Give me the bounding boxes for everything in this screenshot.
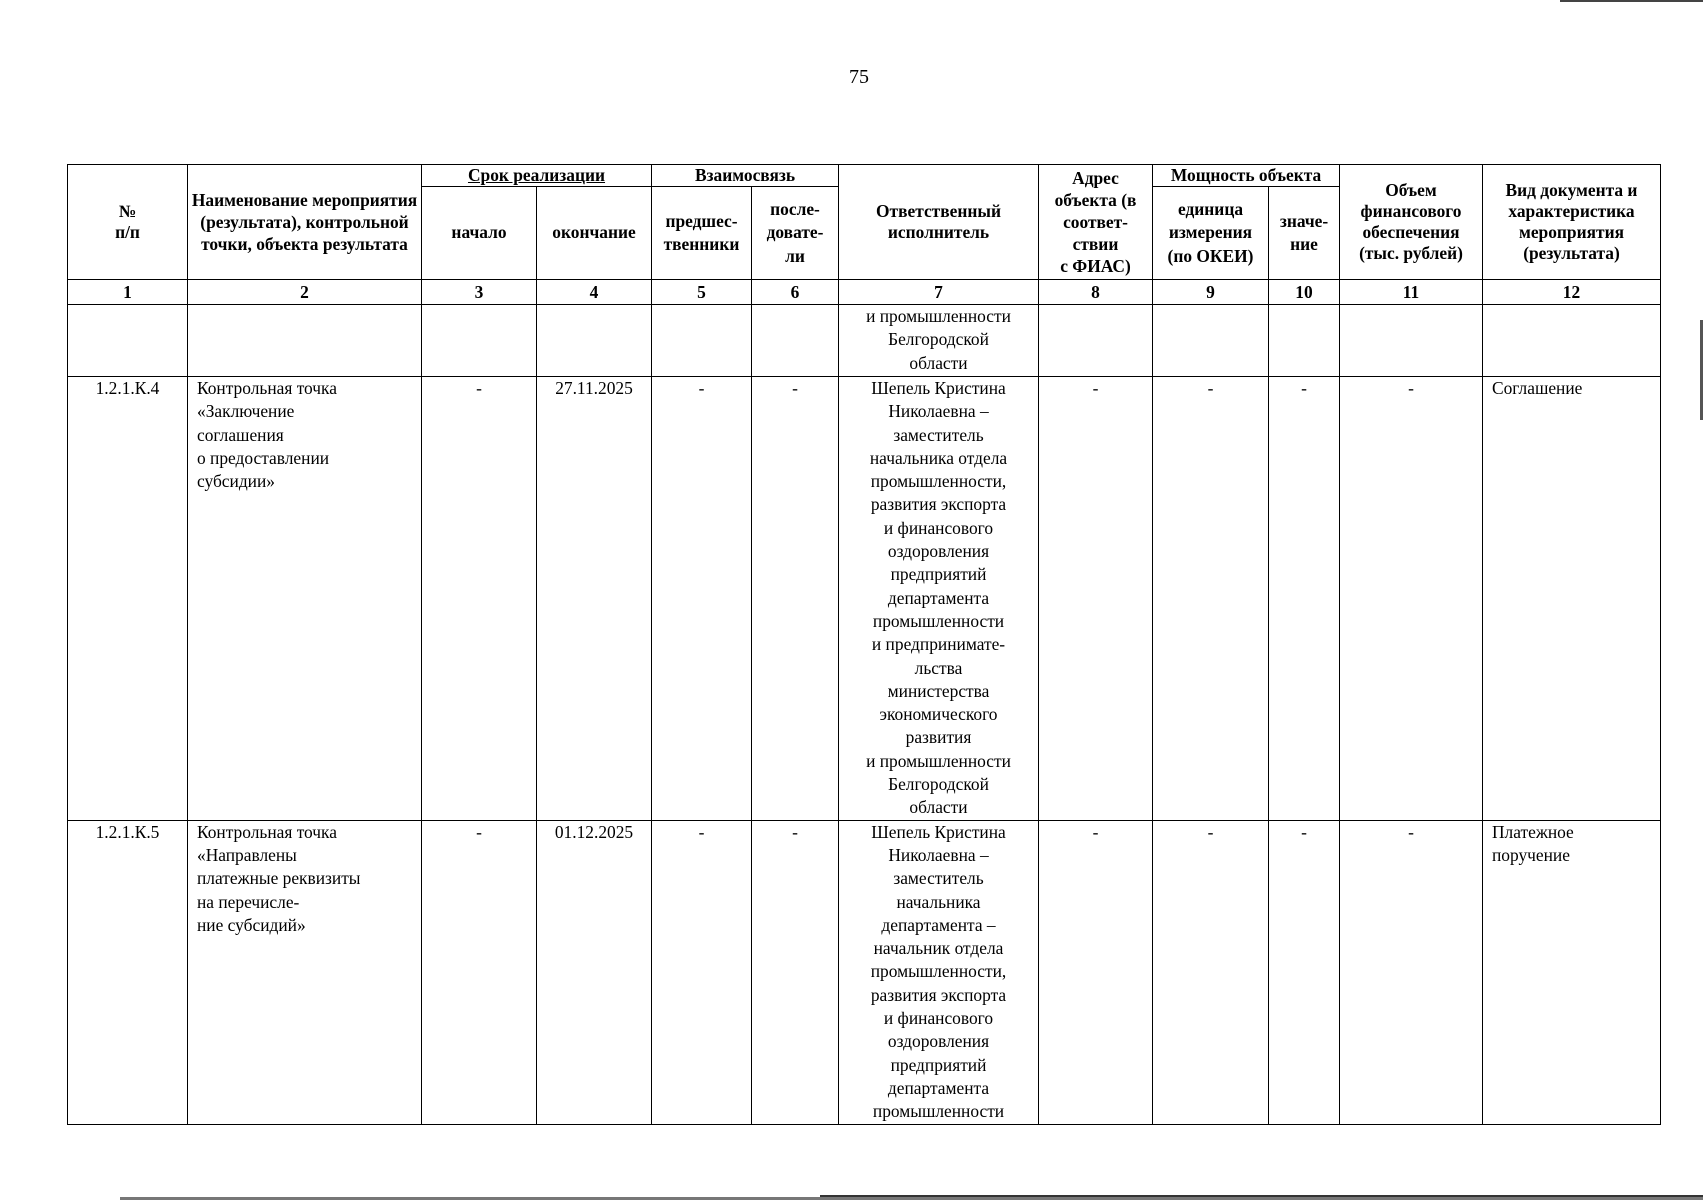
row-id: 1.2.1.К.4 xyxy=(68,377,188,821)
row-address: - xyxy=(1039,377,1153,821)
page-number: 75 xyxy=(849,66,869,88)
header-successors: после- довате- ли xyxy=(752,187,839,280)
header-end: окончание xyxy=(537,187,652,280)
header-responsible: Ответственный исполнитель xyxy=(839,165,1039,280)
header-number: № п/п xyxy=(68,165,188,280)
row-finance: - xyxy=(1340,377,1483,821)
row-end: 27.11.2025 xyxy=(537,377,652,821)
row-predecessors: - xyxy=(652,820,752,1124)
header-document: Вид документа и характеристика мероприятия (результата) xyxy=(1483,165,1661,280)
row-id: 1.2.1.К.5 xyxy=(68,820,188,1124)
column-number: 12 xyxy=(1483,280,1661,305)
header-term-group: Срок реализации xyxy=(422,165,652,187)
row-successors: - xyxy=(752,820,839,1124)
header-predecessors: предшес- твенники xyxy=(652,187,752,280)
column-number: 9 xyxy=(1153,280,1269,305)
column-number: 5 xyxy=(652,280,752,305)
row-successors: - xyxy=(752,377,839,821)
header-finance: Объем финансового обеспечения (тыс. рублей) xyxy=(1340,165,1483,280)
header-link-group: Взаимосвязь xyxy=(652,165,839,187)
top-edge-line xyxy=(1560,0,1703,2)
column-number: 11 xyxy=(1340,280,1483,305)
column-number: 10 xyxy=(1269,280,1340,305)
column-number: 3 xyxy=(422,280,537,305)
header-unit: единица измерения (по ОКЕИ) xyxy=(1153,187,1269,280)
bottom-edge-line-dark xyxy=(820,1195,1703,1197)
row-unit: - xyxy=(1153,377,1269,821)
column-number: 8 xyxy=(1039,280,1153,305)
row-document: Соглашение xyxy=(1483,377,1661,821)
header-start: начало xyxy=(422,187,537,280)
row-start: - xyxy=(422,820,537,1124)
row-address: - xyxy=(1039,820,1153,1124)
row-predecessors: - xyxy=(652,377,752,821)
activities-table xyxy=(67,164,1661,1125)
column-number: 6 xyxy=(752,280,839,305)
header-power-group: Мощность объекта xyxy=(1153,165,1340,187)
row-unit: - xyxy=(1153,820,1269,1124)
row-end: 01.12.2025 xyxy=(537,820,652,1124)
column-number: 4 xyxy=(537,280,652,305)
column-number: 1 xyxy=(68,280,188,305)
row-responsible: Шепель Кристина Николаевна – заместитель начальника отдела промышленности, развития экспорта и финансового оздоровления предприятий департамента промышленности и предпринимате- льства министерства экономического развития и промышленности Белгородской области xyxy=(839,377,1039,821)
header-value: значе- ние xyxy=(1269,187,1340,280)
row-name: Контрольная точка «Направлены платежные реквизиты на перечисле- ние субсидий» xyxy=(188,820,422,1124)
table-row xyxy=(68,820,1661,1124)
row-value: - xyxy=(1269,820,1340,1124)
responsible-cell: и промышленности Белгородской области xyxy=(839,305,1039,377)
header-address: Адрес объекта (в соответ- ствии с ФИАС) xyxy=(1039,165,1153,280)
row-name: Контрольная точка «Заключение соглашения о предоставлении субсидии» xyxy=(188,377,422,821)
table-row-continuation xyxy=(68,305,1661,377)
row-start: - xyxy=(422,377,537,821)
table-row xyxy=(68,377,1661,821)
row-responsible: Шепель Кристина Николаевна – заместитель начальника департамента – начальник отдела промышленности, развития экспорта и финансового оздоровления предприятий департамента промышленности xyxy=(839,820,1039,1124)
header-name: Наименование мероприятия (результата), контрольной точки, объекта результата xyxy=(188,165,422,280)
row-finance: - xyxy=(1340,820,1483,1124)
row-document: Платежное поручение xyxy=(1483,820,1661,1124)
column-number: 2 xyxy=(188,280,422,305)
column-number: 7 xyxy=(839,280,1039,305)
row-value: - xyxy=(1269,377,1340,821)
